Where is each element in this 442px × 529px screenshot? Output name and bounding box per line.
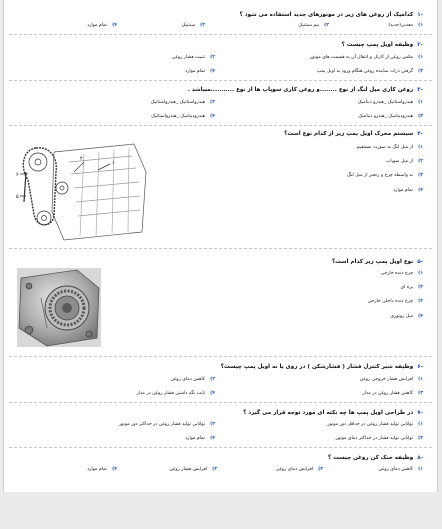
q1-option-2[interactable]: ۲)نیم سنتتیک xyxy=(298,23,329,28)
q2-option-3[interactable]: ۳)گرفتن ذرات ساینده روغن هنگام ورود به اویل پمپ xyxy=(316,69,423,74)
q4-option-1[interactable]: ۱)از میل لنگ به صورت مستقیم xyxy=(356,145,423,150)
q6-option-2[interactable]: ۲)کاهش دمای روغن xyxy=(170,377,215,382)
question-number: -۱ xyxy=(417,12,423,18)
question-1 xyxy=(240,12,423,18)
question-8: -۸وظیفه خنک کن روغن چیست ؟ xyxy=(328,455,423,461)
q6-option-1[interactable]: ۱)افزایش فشار خروجی روغن xyxy=(359,377,423,382)
question-5: -۵نوع اویل پمپ زیر کدام است؟ xyxy=(331,259,423,265)
q3-option-3[interactable]: ۳)هیدرودینامیک _هیدرو دینامیک xyxy=(358,114,423,119)
q8-option-2[interactable]: ۲)افزایش دمای روغن xyxy=(275,467,323,472)
q7-option-1[interactable]: ۱)توانایی تولید فشار روغن در حداقل دور موتور xyxy=(327,422,423,427)
question-4: -۴سیستم محرک اویل پمپ زیر از کدام نوع است؟ xyxy=(284,131,423,137)
q1-option-4[interactable]: ۴)تمام موارد xyxy=(87,23,117,28)
worksheet-page xyxy=(3,0,438,492)
engine-timing-chain-figure xyxy=(14,132,152,244)
divider xyxy=(9,402,432,403)
question-2: -۲وظیفه اویل پمپ چیست ؟ xyxy=(341,42,423,48)
q2-option-2[interactable]: ۲)تثبیت فشار روغن xyxy=(171,55,215,60)
divider xyxy=(9,34,432,35)
divider xyxy=(9,356,432,357)
q8-option-4[interactable]: ۴)تمام موارد xyxy=(87,467,117,472)
q8-option-3[interactable]: ۳)افزایش فشار روغن xyxy=(169,467,217,472)
q2-option-1[interactable]: ۱)مکش روغن از کارتل و انتقال آن به قسمت های موتور xyxy=(310,55,423,60)
q3-option-2[interactable]: ۲)هیدرواستاتیک _هیدرواستاتیک xyxy=(150,100,215,105)
q1-option-1[interactable]: ۱)معدنی(جدید) xyxy=(388,23,423,28)
q4-option-2[interactable]: ۲)از میل سوپاپ xyxy=(386,159,423,164)
divider xyxy=(9,447,432,448)
question-3: -۳روغن کاری میل لنگ از نوع ........و روغن کاری سوپاپ ها از نوع ...........میباشد . xyxy=(187,87,423,93)
q6-option-4[interactable]: ۴)ثابت نگه داشتن فشار روغن در مدار xyxy=(136,391,215,396)
q4-option-4[interactable]: ۴)تمام موارد xyxy=(393,188,423,193)
q4-option-3[interactable]: ۳)به واسطه چرخ و زنجیر از میل لنگ xyxy=(346,173,423,178)
q1-option-3[interactable]: ۳)سنتتیک xyxy=(181,23,205,28)
divider xyxy=(9,125,432,126)
question-text: کدامیک از روغن های زیر در موتورهای جدید استفاده می شود ؟ xyxy=(239,12,414,18)
q2-option-4[interactable]: ۴)تمام موارد xyxy=(185,69,215,74)
q3-option-4[interactable]: ۴)هیدرودینامیک _هیدرواستاتیک xyxy=(151,114,215,119)
figure-label: ۵ xyxy=(16,194,19,200)
q5-option-2[interactable]: ۲)پره ای xyxy=(400,285,423,290)
figure-label: ۶ xyxy=(16,172,19,178)
figure-label: ۴ xyxy=(80,156,83,162)
q7-option-2[interactable]: ۲)توانایی تولید فشار روغن در حداکثر دور موتور xyxy=(118,422,215,427)
oil-pump-photo xyxy=(17,268,101,347)
question-7: -۷در طراحی اویل پمپ ها چه نکته ای مورد توجه قرار می گیرد ؟ xyxy=(243,410,423,416)
divider xyxy=(9,80,432,81)
q5-option-1[interactable]: ۱)چرخ دنده خارجی xyxy=(380,271,423,276)
q5-option-3[interactable]: ۳)چرخ دنده داخلی خارجی xyxy=(367,299,423,304)
q7-option-3[interactable]: ۳)توانایی تولید فشار در حداکثر دمای موتور xyxy=(335,436,423,441)
q6-option-3[interactable]: ۳)کاهش فشار روغن در مدار xyxy=(362,391,423,396)
q7-option-4[interactable]: ۴)تمام موارد xyxy=(185,436,215,441)
q5-option-4[interactable]: ۴)میل روتوری xyxy=(390,314,423,319)
q3-option-1[interactable]: ۱)هیدرواستاتیک _هیدرو دینامیک xyxy=(357,100,423,105)
figure-label: ۱ xyxy=(112,160,115,166)
viewer-bottom-area xyxy=(0,492,442,529)
q8-option-1[interactable]: ۱)کاهش دمای روغن xyxy=(378,467,423,472)
question-6: -۶وظیفه شیر کنترل فشار ( فشارشکن ) در روی یا نه اویل پمپ چیست؟ xyxy=(220,364,423,370)
divider xyxy=(9,248,432,249)
